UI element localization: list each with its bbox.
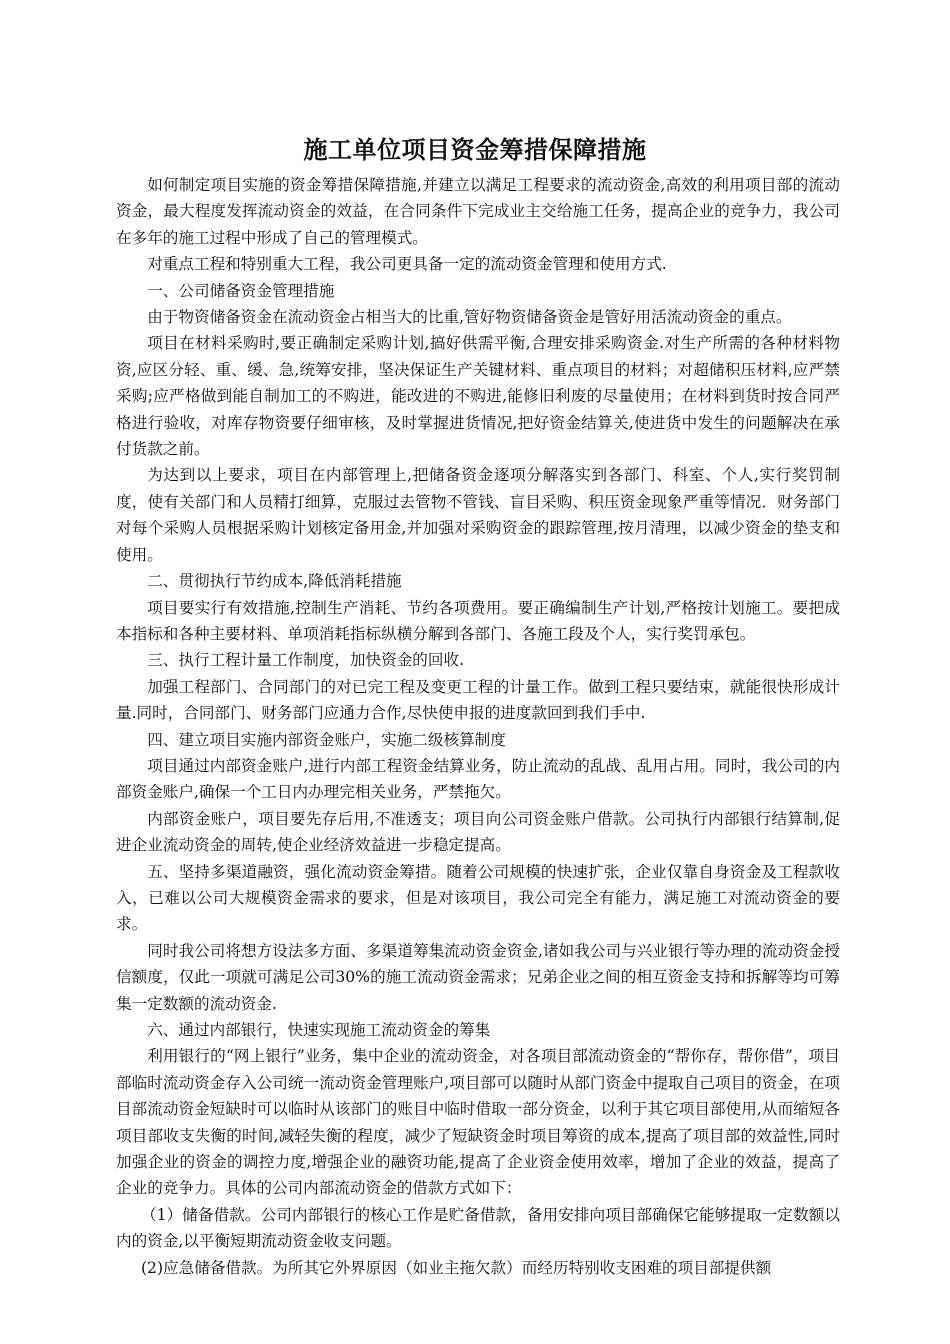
paragraph: 为达到以上要求，项目在内部管理上,把储备资金逐项分解落实到各部门、科室、个人,实行奖罚制度，使有关部门和人员精打细算，克服过去管物不管钱、盲目采购、积压资金现象严重等情况．财务部门对每个采购人员根据采购计划核定备用金,并加强对采购资金的跟踪管理,按月清理，以减少资金的垫支和使用。 — [116, 466, 840, 564]
section-heading: 二、贯彻执行节约成本,降低消耗措施 — [147, 572, 402, 591]
section-heading: 三、执行工程计量工作制度，加快资金的回收. — [147, 651, 465, 670]
section-heading: 五、坚持多渠道融资，强化流动资金筹措。随着公司规模的快速扩张，企业仅靠自身资金及工程款收入，已难以公司大规模资金需求的要求，但是对该项目，我公司完全有能力，满足施工对流动资金的要求。 — [116, 862, 840, 934]
paragraph: 由于物资储备资金在流动资金占相当大的比重,管好物资储备资金是管好用活流动资金的重点。 — [147, 308, 792, 327]
document-body — [116, 172, 840, 1281]
section-heading: 一、公司储备资金管理措施 — [147, 281, 335, 300]
section-heading: 六、通过内部银行，快速实现施工流动资金的筹集 — [147, 1021, 491, 1039]
paragraph: 项目通过内部资金账户,进行内部工程资金结算业务，防止流动的乱战、乱用占用。同时，我公司的内部资金账户,确保一个工日内办理完相关业务，严禁拖欠。 — [116, 756, 840, 802]
paragraph: 同时我公司将想方设法多方面、多渠道筹集流动资金资金,诸如我公司与兴业银行等办理的流动资金授信额度，仅此一项就可满足公司30%的施工流动资金需求；兄弟企业之间的相互资金支持和拆解等均可筹集一定数额的流动资金. — [116, 941, 840, 1013]
list-item: (2)应急储备借款。为所其它外界原因（如业主拖欠款）而经历特别收支困难的项目部提供额 — [140, 1258, 772, 1277]
section-heading: 四、建立项目实施内部资金账户，实施二级核算制度 — [147, 730, 506, 749]
list-item: （1）储备借款。公司内部银行的核心工作是贮备借款，备用安排向项目部确保它能够提取一定数额以内的资金,以平衡短期流动资金收支问题。 — [116, 1205, 840, 1251]
paragraph-intro: 如何制定项目实施的资金筹措保障措施,并建立以满足工程要求的流动资金,高效的利用项目部的流动资金，最大程度发挥流动资金的效益，在合同条件下完成业主交给施工任务，提高企业的竞争力，我公司在多年的施工过程中形成了自己的管理模式。 — [116, 176, 840, 247]
paragraph: 加强工程部门、合同部门的对已完工程及变更工程的计量工作。做到工程只要结束，就能很快形成计量.同时，合同部门、财务部门应通力合作,尽快使申报的进度款回到我们手中. — [116, 677, 840, 723]
paragraph: 对重点工程和特别重大工程，我公司更具备一定的流动资金管理和使用方式. — [147, 255, 667, 274]
paragraph: 项目在材料采购时,要正确制定采购计划,搞好供需平衡,合理安排采购资金.对生产所需的各种材料物资,应区分轻、重、缓、急,统筹安排，坚决保证生产关键材料、重点项目的材料；对超储积压材料,应严禁采购;应严格做到能自制加工的不购进，能改进的不购进,能修旧利废的尽量使用；在材料到货时按合同严格进行验收，对库存物资要仔细审核，及时掌握进货情况,把好资金结算关,使进货中发生的问题解决在承付货款之前。 — [116, 334, 840, 459]
paragraph: 项目要实行有效措施,控制生产消耗、节约各项费用。要正确编制生产计划,严格按计划施工。要把成本指标和各种主要材料、单项消耗指标纵横分解到各部门、各施工段及个人，实行奖罚承包。 — [116, 598, 840, 643]
document-title: 施工单位项目资金筹措保障措施 — [303, 136, 647, 164]
paragraph: 内部资金账户，项目要先存后用,不准透支；项目向公司资金账户借款。公司执行内部银行结算制,促进企业流动资金的周转,使企业经济效益进一步稳定提高。 — [116, 809, 840, 855]
paragraph: 利用银行的“网上银行”业务，集中企业的流动资金，对各项目部流动资金的“帮你存，帮你借”，项目部临时流动资金存入公司统一流动资金管理账户,项目部可以随时从部门资金中提取自己项目的资金，在项目部流动资金短缺时可以临时从该部门的账目中临时借取一部分资金，以利于其它项目部使用,从而缩短各项目部收支失衡的时间,减轻失衡的程度，减少了短缺资金时项目筹资的成本,提高了项目部的效益性,同时加强企业的资金的调控力度,增强企业的融资功能,提高了企业资金使用效率，增加了企业的效益，提高了企业的竞争力。具体的公司内部流动资金的借款方式如下： — [116, 1047, 840, 1198]
